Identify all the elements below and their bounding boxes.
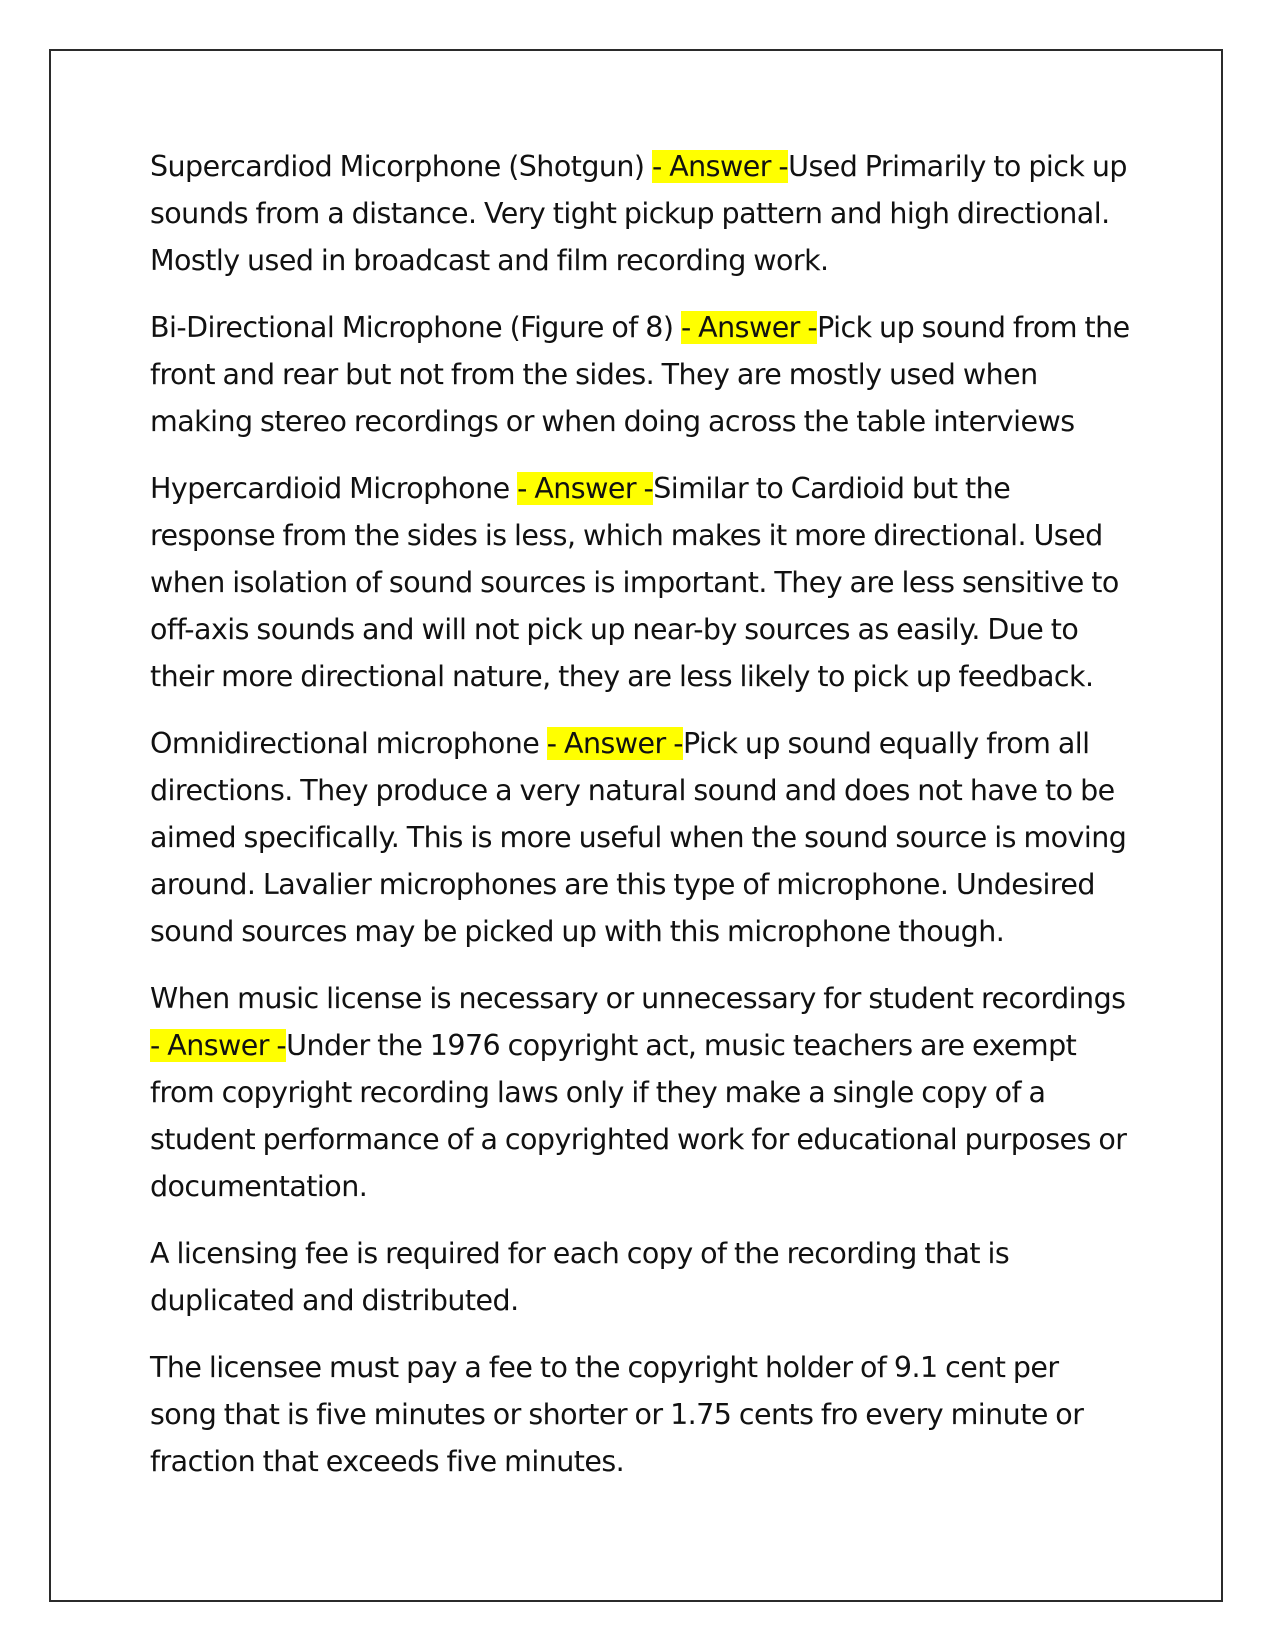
answer-marker-highlight: - Answer - xyxy=(680,311,818,344)
paragraph-licensee-fee: The licensee must pay a fee to the copyright holder of 9.1 cent per song that is five minutes or shorter or 1.75 cents fro every minute or fraction that exceeds five minutes. xyxy=(150,1351,1084,1478)
question-text: Hypercardioid Microphone xyxy=(150,472,518,505)
answer-marker-highlight: - Answer - xyxy=(517,472,654,505)
question-text: When music license is necessary or unnecessary for student recordings xyxy=(150,982,1126,1015)
answer-text: Similar to Cardioid but the response from the sides is less, which makes it more directional. Used when isolation of sound sources is important. They are less sensitive to off-axis sounds and will not pick up near-by sources as easily. Due to their more directional nature, they are less likely to pick up feedback. xyxy=(150,472,1119,693)
qa-paragraph-hypercardioid xyxy=(150,465,1130,700)
paragraph-licensing-fee: A licensing fee is required for each copy of the recording that is duplicated and distributed. xyxy=(150,1237,1010,1317)
qa-paragraph-bidirectional xyxy=(150,304,1130,445)
qa-paragraph-omnidirectional xyxy=(150,720,1130,955)
qa-paragraph-supercardioid xyxy=(150,143,1130,284)
question-text: Supercardiod Micorphone (Shotgun) xyxy=(150,150,652,183)
question-text: Omnidirectional microphone xyxy=(150,727,547,760)
answer-text: Under the 1976 copyright act, music teachers are exempt from copyright recording laws only if they make a single copy of a student performance of a copyrighted work for educational purposes or documentation. xyxy=(150,1029,1127,1203)
answer-text: Pick up sound equally from all directions. They produce a very natural sound and does not have to be aimed specifically. This is more useful when the sound source is moving around. Lavalier microphones are this type of microphone. Undesired sound sources may be picked up with this microphone though. xyxy=(150,727,1127,948)
answer-marker-highlight: - Answer - xyxy=(150,1029,287,1062)
document-body xyxy=(150,143,1130,1505)
answer-marker-highlight: - Answer - xyxy=(651,150,789,183)
answer-text: Pick up sound from the front and rear but not from the sides. They are mostly used when making stereo recordings or when doing across the table interviews xyxy=(150,311,1130,438)
question-text: Bi-Directional Microphone (Figure of 8) xyxy=(150,311,681,344)
answer-text: Used Primarily to pick up sounds from a distance. Very tight pickup pattern and high directional. Mostly used in broadcast and film recording work. xyxy=(150,150,1127,277)
qa-paragraph-music-license xyxy=(150,975,1130,1210)
answer-marker-highlight: - Answer - xyxy=(546,727,683,760)
